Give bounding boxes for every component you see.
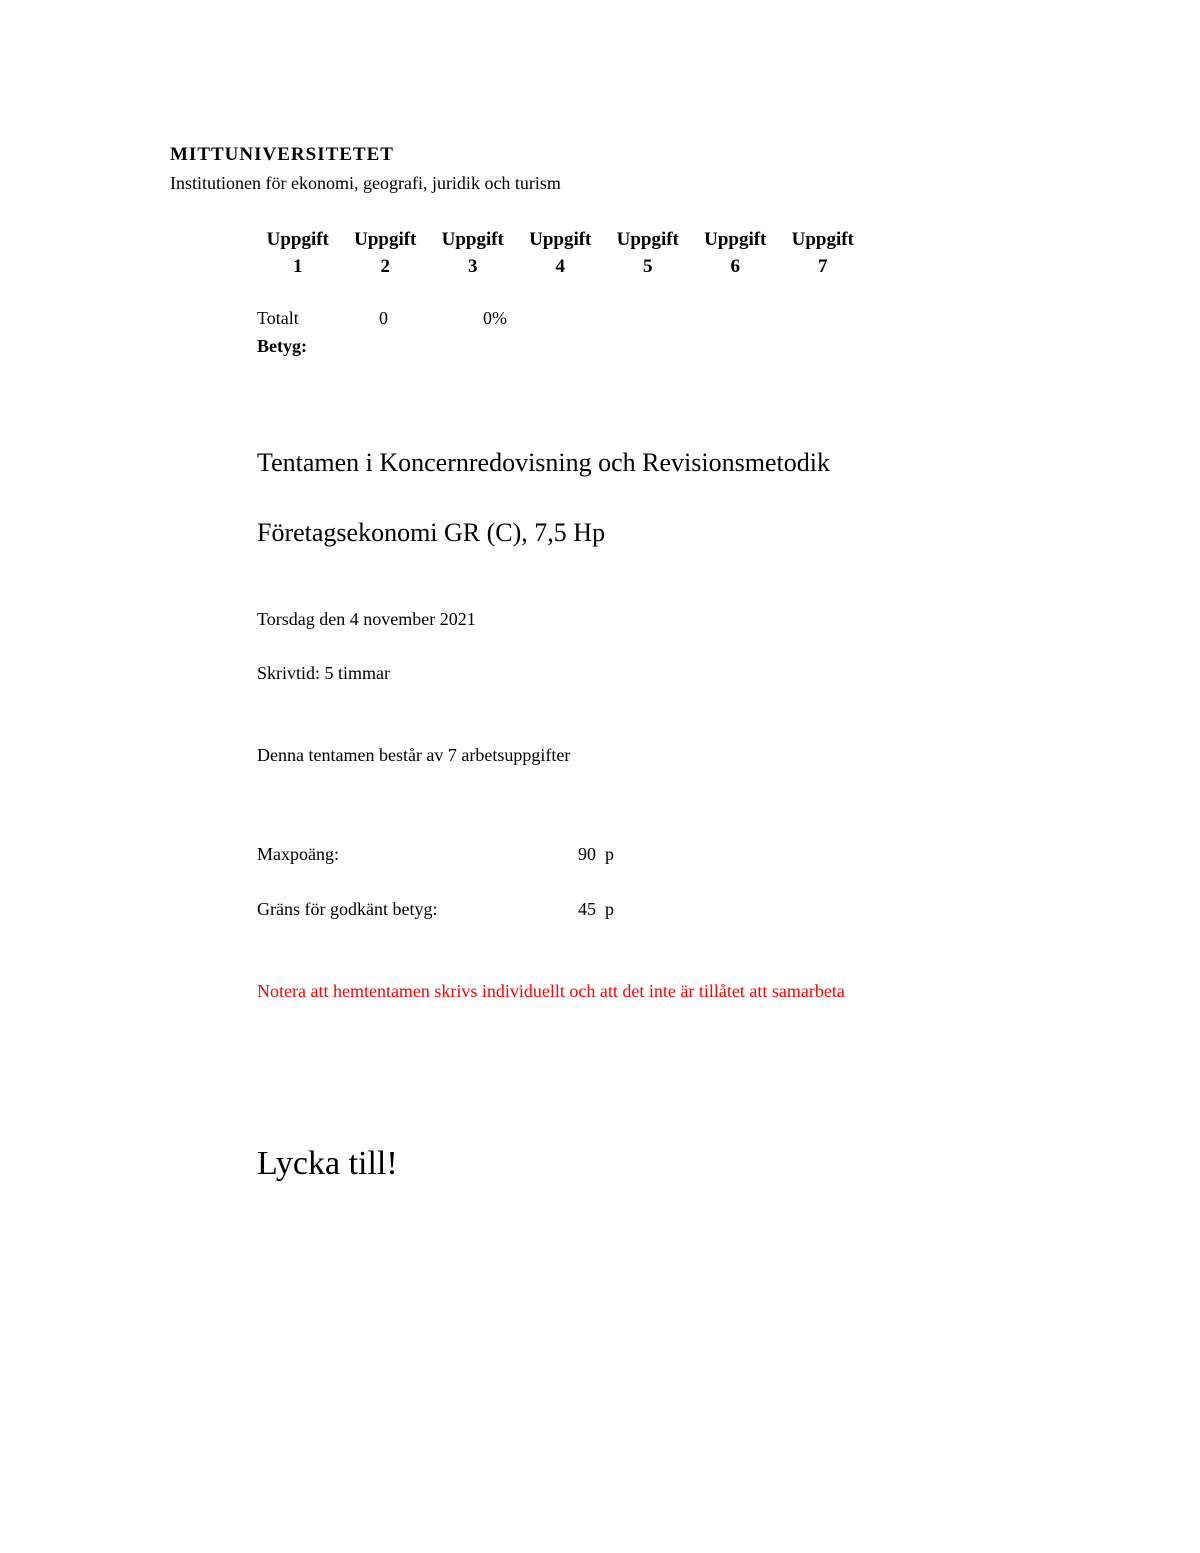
max-points-label: Maxpoäng: <box>257 844 339 864</box>
task-number: 1 <box>293 256 303 277</box>
exam-title: Tentamen i Koncernredovisning och Revisionsmetodik <box>257 448 830 477</box>
grade-label: Betyg: <box>257 336 307 356</box>
task-number: 3 <box>468 256 478 277</box>
total-label: Totalt <box>257 308 299 328</box>
task-label: Uppgift <box>791 229 854 250</box>
task-count-text: Denna tentamen består av 7 arbetsuppgifter <box>257 745 571 765</box>
task-label: Uppgift <box>354 229 417 250</box>
task-column-4 <box>517 226 605 280</box>
good-luck-text: Lycka till! <box>257 1145 398 1182</box>
task-label: Uppgift <box>616 229 679 250</box>
task-label: Uppgift <box>704 229 767 250</box>
task-label: Uppgift <box>266 229 329 250</box>
collaboration-notice: Notera att hemtentamen skrivs individuellt och att det inte är tillåtet att samarbeta <box>257 981 845 1001</box>
course-title: Företagsekonomi GR (C), 7,5 Hp <box>257 518 606 547</box>
task-column-5 <box>604 226 692 280</box>
pass-threshold-value: 45 p <box>578 899 614 919</box>
total-percent: 0% <box>483 308 507 328</box>
writing-time: Skrivtid: 5 timmar <box>257 663 390 683</box>
task-column-3 <box>429 226 517 280</box>
pass-threshold-label: Gräns för godkänt betyg: <box>257 899 438 919</box>
task-number: 4 <box>555 256 565 277</box>
task-number: 2 <box>380 256 390 277</box>
task-number: 7 <box>818 256 828 277</box>
task-column-7 <box>779 226 867 280</box>
task-label: Uppgift <box>529 229 592 250</box>
task-number: 5 <box>643 256 653 277</box>
university-name: MITTUNIVERSITETET <box>170 144 394 165</box>
task-label: Uppgift <box>441 229 504 250</box>
task-score-grid <box>254 226 867 280</box>
total-points: 0 <box>379 308 388 328</box>
task-column-6 <box>692 226 780 280</box>
max-points-value: 90 p <box>578 844 614 864</box>
exam-date: Torsdag den 4 november 2021 <box>257 609 476 629</box>
institution-name: Institutionen för ekonomi, geografi, juridik och turism <box>170 173 561 193</box>
task-column-1 <box>254 226 342 280</box>
task-number: 6 <box>730 256 740 277</box>
task-column-2 <box>342 226 430 280</box>
